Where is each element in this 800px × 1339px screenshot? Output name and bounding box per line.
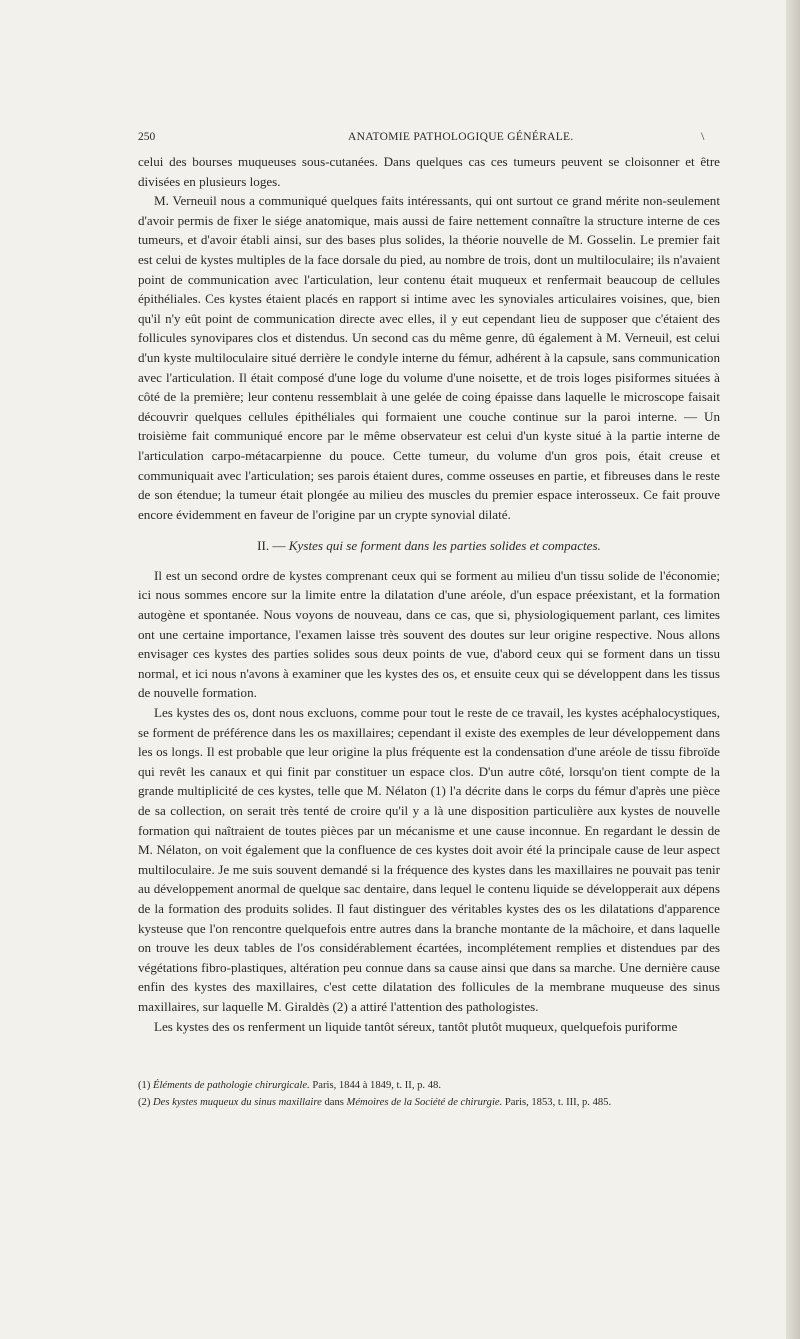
section-heading <box>138 536 720 556</box>
paragraph-continued: celui des bourses muqueuses sous-cutanées. Dans quelques cas ces tumeurs peuvent se cloisonner et être divisées en plusieurs loges. <box>138 154 720 189</box>
footnote-mark: (1) <box>138 1080 151 1091</box>
page-number: 250 <box>138 131 156 143</box>
running-title: ANATOMIE PATHOLOGIQUE GÉNÉRALE. <box>348 131 574 143</box>
footnote-2 <box>138 1094 720 1111</box>
footnote-mark: (2) <box>138 1097 151 1108</box>
margin-mark: \ <box>701 129 705 143</box>
footnote-title: Éléments de pathologie chirurgicale. <box>153 1080 310 1091</box>
footnote-title: Des kystes muqueux du sinus maxillaire <box>153 1097 322 1108</box>
main-text <box>138 152 720 1036</box>
page-edge-shadow <box>786 0 800 1339</box>
running-header <box>138 131 708 147</box>
paragraph-kystes-des-os: Les kystes des os, dont nous excluons, comme pour tout le reste de ce travail, les kystes acéphalocystiques, se forment de préférence dans les os maxillaires; cependant il existe des exemples de leur développement dans les os longs. Il est probable que leur origine la plus fréquente est la condensation d'une aréole de tissu fibroïde qui revêt les canaux et qui finit par constituer un espace clos. D'un autre côté, lorsqu'on tient compte de la grande multiplicité de ces kystes, telle que M. Nélaton (1) l'a décrite dans le corps du fémur d'après une pièce de sa collection, on serait très tenté de croire qu'il y a là une disposition particulière aux kystes de nouvelle formation qui naîtraient de toutes pièces par un mécanisme et une cause inconnue. En regardant le dessin de M. Nélaton, on voit également que la confluence de ces kystes doit avoir été la principale cause de leur aspect multiloculaire. Je me suis souvent demandé si la fréquence des kystes dans les maxillaires ne pouvait pas tenir au développement anormal de quelque sac dentaire, dans lequel le contenu liquide se développerait aux dépens de la formation des produits solides. Il faut distinguer des véritables kystes des os les dilatations d'apparence kysteuse que l'on rencontre quelquefois entre autres dans la branche montante de la mâchoire, et dans laquelle on trouve les deux tables de l'os considérablement écartées, incomplétement remplies et distendues par des végétations fibro-plastiques, altération peu connue dans sa cause ainsi que dans sa marche. Une dernière cause enfin des kystes des maxillaires, c'est cette dilatation des follicules de la membrane muqueuse des sinus maxillaires, sur laquelle M. Giraldès (2) a attiré l'attention des pathologistes. <box>138 705 720 1014</box>
section-number: II. — <box>257 538 286 554</box>
paragraph-second-order: Il est un second ordre de kystes comprenant ceux qui se forment au milieu d'un tissu solide de l'économie; ici nous sommes encore sur la limite entre la dilatation d'une aréole, d'un espace préexistant, et la formation autogène et spontanée. Nous voyons de nouveau, dans ce cas, que si, physiologiquement parlant, ces limites ont une certaine importance, l'examen laisse très souvent des doutes sur leur origine respective. Nous allons envisager ces kystes des parties solides sous deux points de vue, d'abord ceux qui se forment dans un tissu normal, et ici nous n'avons à examiner que les kystes des os, et ensuite ceux qui se développent dans les tissus de nouvelle formation. <box>138 567 720 701</box>
footnote-journal: Mémoires de la Société de chirurgie. <box>346 1097 503 1108</box>
paragraph-contenu: Les kystes des os renferment un liquide tantôt séreux, tantôt plutôt muqueux, quelquefois puriforme <box>154 1018 678 1034</box>
footnote-1 <box>138 1077 720 1094</box>
footnote-details: Paris, 1844 à 1849, t. II, p. 48. <box>309 1080 441 1091</box>
footnote-connector: dans <box>321 1097 347 1108</box>
paragraph-verneuil: M. Verneuil nous a communiqué quelques faits intéressants, qui ont surtout ce grand mérite non-seulement d'avoir permis de fixer le siége anatomique, mais aussi de faire nettement connaître la structure interne de ces tumeurs, et d'avoir établi ainsi, sur des bases plus solides, la théorie nouvelle de M. Gosselin. Le premier fait est celui de kystes multiples de la face dorsale du pied, au nombre de trois, dont un multiloculaire; ils n'avaient point de communication avec l'articulation, leur contenu était muqueux et renfermait beaucoup de cellules épithéliales. Ces kystes étaient placés en rapport si intime avec les synoviales articulaires voisines, que, bien qu'il n'y eût point de communication directe avec elles, il y eut cependant lieu de supposer que c'étaient des follicules synovipares clos et distendus. Un second cas du même genre, dû également à M. Verneuil, est celui d'un kyste multiloculaire situé derrière le condyle interne du fémur, adhérent à la capsule, sans communication avec l'articulation. Il était composé d'une loge du volume d'une noisette, et de trois loges pisiformes situées à côté de la première; leur contenu ressemblait à une gelée de coing épaisse dans laquelle le microscope faisait découvrir quelques cellules épithéliales qui formaient une couche continue sur la paroi interne. — Un troisième fait communiqué encore par le même observateur est celui d'un kyste situé à la partie interne de l'articulation carpo-métacarpienne du pouce. Cette tumeur, du volume d'un gros pois, était creuse et communiquait avec l'articulation; ses parois étaient dures, comme osseuses en partie, et fibreuses dans le reste de son étendue; la tumeur était plongée au milieu des muscles du premier espace interosseux. Ce fait prouve encore évidemment en faveur de l'origine par un crypte synovial dilaté. <box>138 193 720 522</box>
footnote-details: Paris, 1853, t. III, p. 485. <box>502 1097 612 1108</box>
footnotes <box>138 1077 720 1111</box>
section-title: Kystes qui se forment dans les parties solides et compactes. <box>288 538 601 554</box>
